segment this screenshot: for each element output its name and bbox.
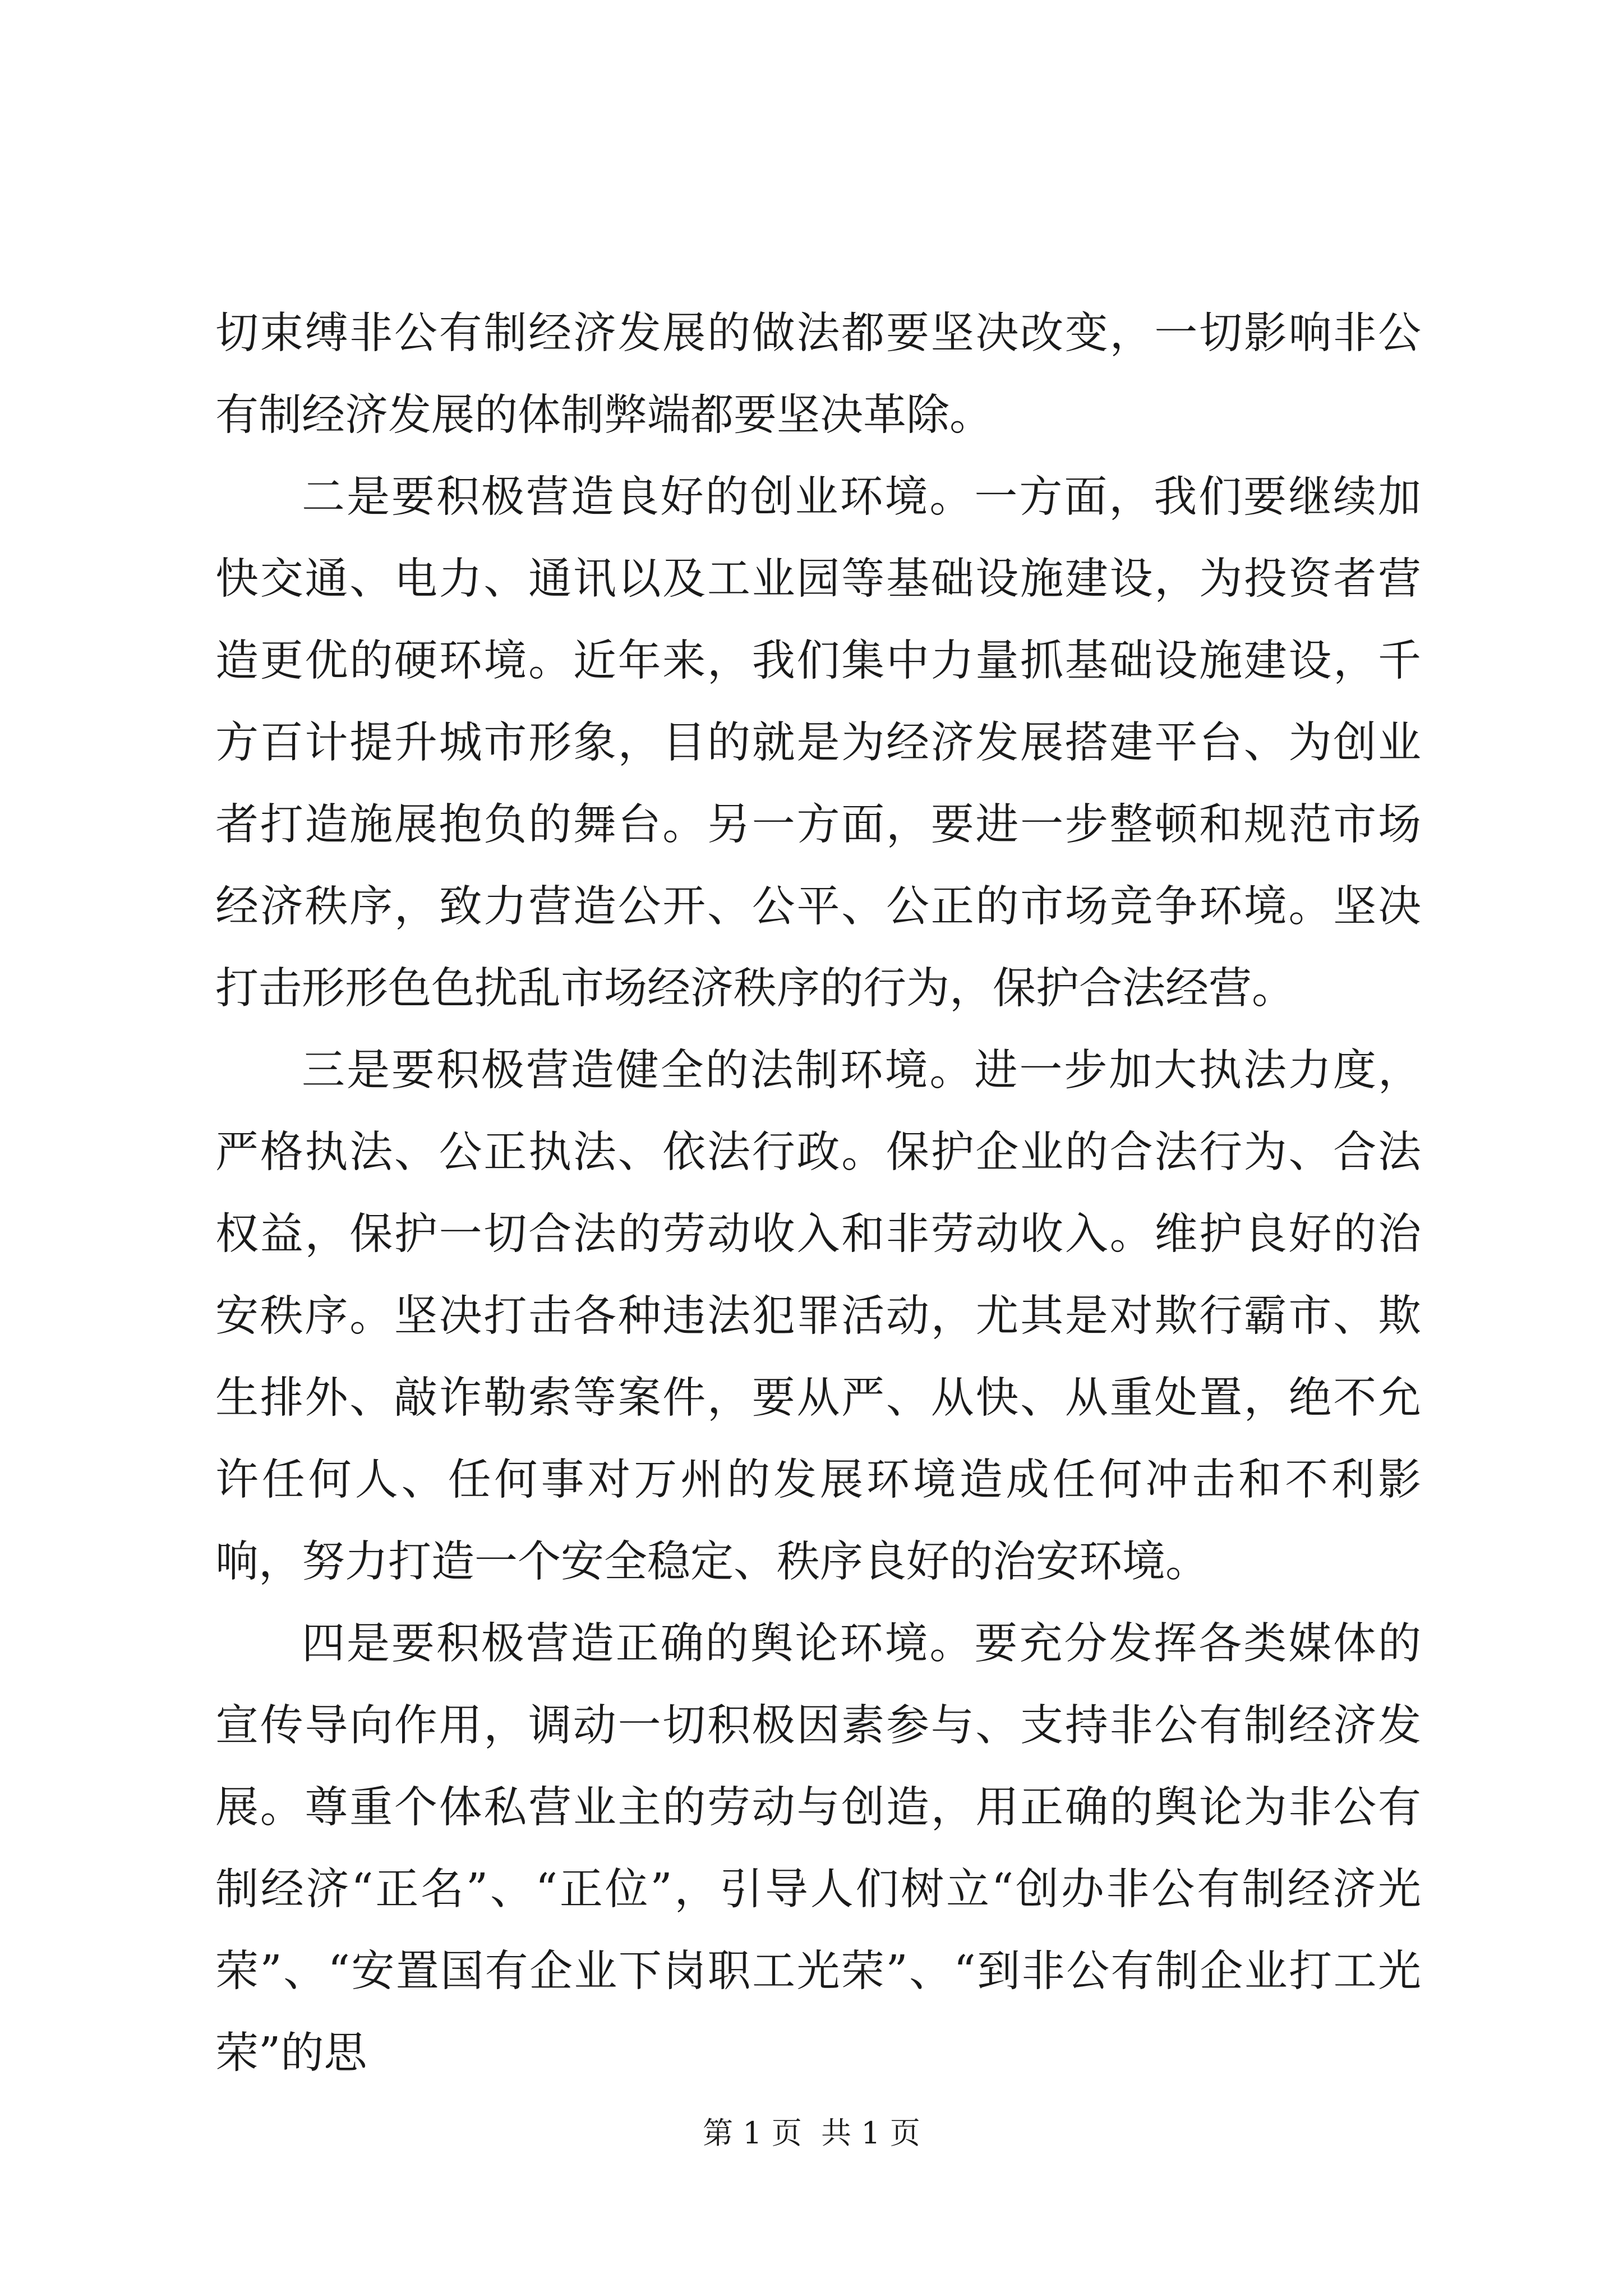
document-body bbox=[215, 293, 1421, 2095]
paragraph-1: 切束缚非公有制经济发展的做法都要坚决改变，一切影响非公有制经济发展的体制弊端都要坚决革除。 bbox=[215, 309, 1421, 440]
page-footer: 第 1 页 共 1 页 bbox=[703, 2115, 920, 2151]
paragraph-3: 三是要积极营造健全的法制环境。进一步加大执法力度，严格执法、公正执法、依法行政。保护企业的合法行为、合法权益，保护一切合法的劳动收入和非劳动收入。维护良好的治安秩序。坚决打击各种违法犯罪活动，尤其是对欺行霸市、欺生排外、敲诈勒索等案件，要从严、从快、从重处置，绝不允许任何人、任何事对万州的发展环境造成任何冲击和不利影响，努力打造一个安全稳定、秩序良好的治安环境。 bbox=[215, 1046, 1421, 1587]
paragraph-4: 四是要积极营造正确的舆论环境。要充分发挥各类媒体的宣传导向作用，调动一切积极因素参与、支持非公有制经济发展。尊重个体私营业主的劳动与创造，用正确的舆论为非公有制经济“正名”、“正位”，引导人们树立“创办非公有制经济光荣”、“安置国有企业下岗职工光荣”、“到非公有制企业打工光荣”的思 bbox=[215, 1619, 1421, 2078]
paragraph-2: 二是要积极营造良好的创业环境。一方面，我们要继续加快交通、电力、通讯以及工业园等基础设施建设，为投资者营造更优的硬环境。近年来，我们集中力量抓基础设施建设，千方百计提升城市形象，目的就是为经济发展搭建平台、为创业者打造施展抱负的舞台。另一方面，要进一步整顿和规范市场经济秩序，致力营造公开、公平、公正的市场竞争环境。坚决打击形形色色扰乱市场经济秩序的行为，保护合法经营。 bbox=[215, 472, 1421, 1014]
